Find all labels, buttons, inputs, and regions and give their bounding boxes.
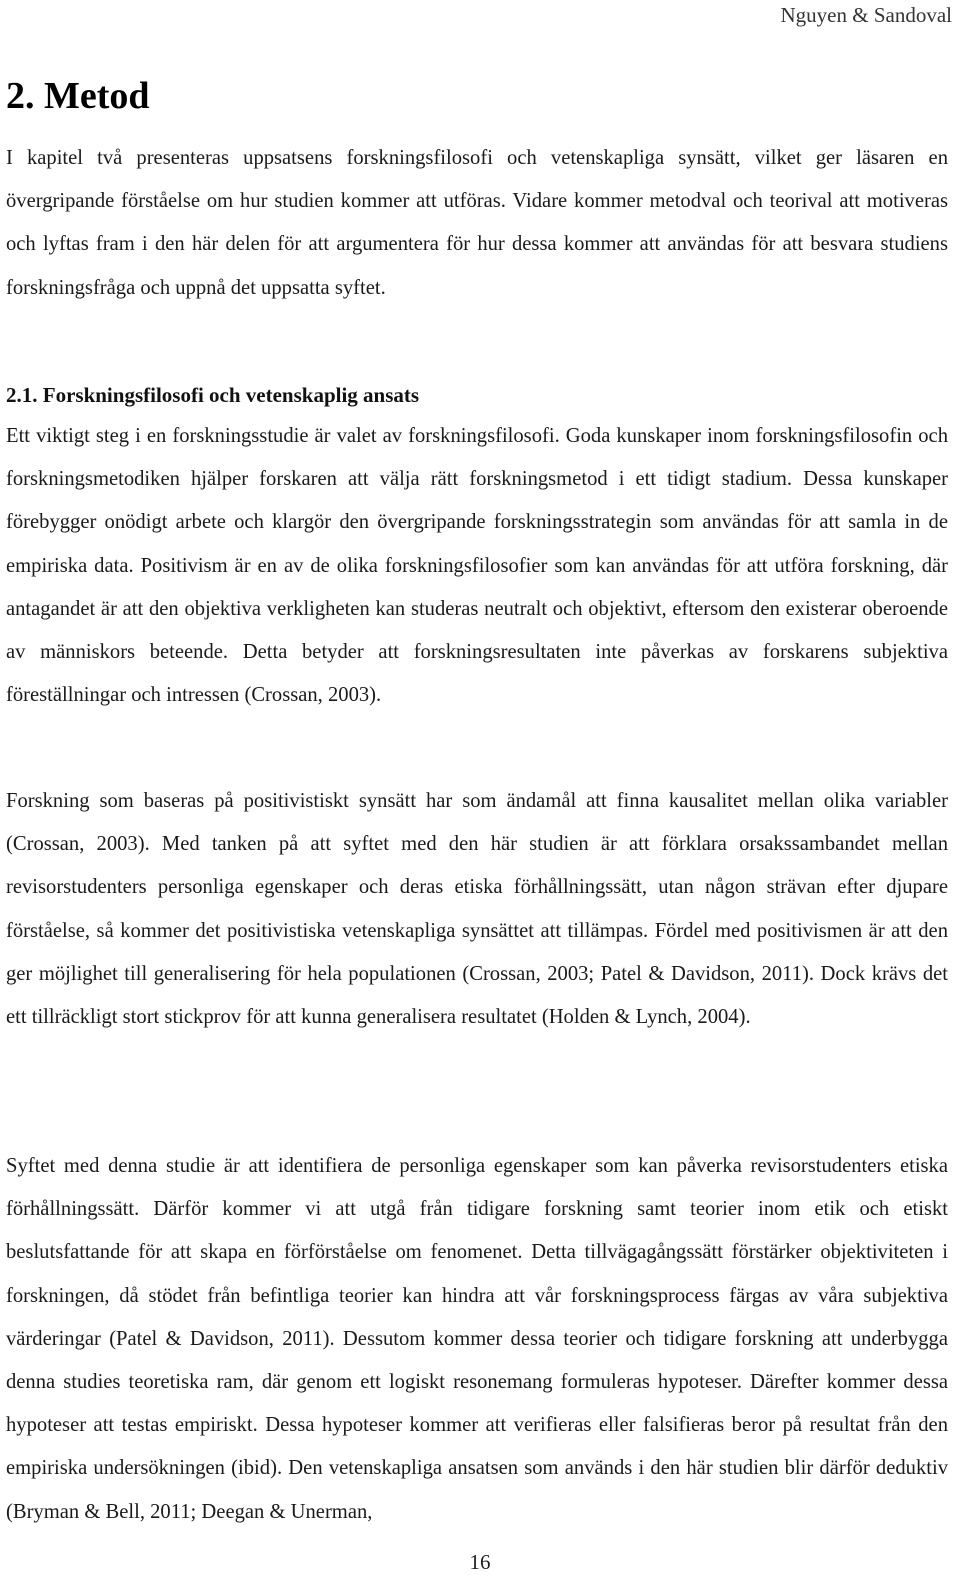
body-paragraph: Syftet med denna studie är att identifiera de personliga egenskaper som kan påverka revisorstudenters etiska förhållningssätt. Därför kommer vi att utgå från tidigare forskning samt teorier inom etik och etiskt beslutsfattande för att skapa en förförståelse om fenomenet. Detta tillvägagångssätt förstärker objektiviteten i forskningen, då stödet från befintliga teorier kan hindra att vår forskningsprocess färgas av våra subjektiva värderingar (Patel & Davidson, 2011). Dessutom kommer dessa teorier och tidigare forskning att underbygga denna studies teoretiska ram, där genom ett logiskt resonemang formuleras hypoteser. Därefter kommer dessa hypoteser att testas empiriskt. Dessa hypoteser kommer att verifieras eller falsifieras beror på resultat från den empiriska undersökningen (ibid). Den vetenskapliga ansatsen som används i den här studien blir därför deduktiv (Bryman & Bell, 2011; Deegan & Unerman, [6, 1155, 948, 1523]
chapter-intro-paragraph: I kapitel två presenteras uppsatsens forskningsfilosofi och vetenskapliga synsätt, vilket ger läsaren en övergripande förståelse om hur studien kommer att utföras. Vidare kommer metodval och teorival att motiveras och lyftas fram i den här delen för att argumentera för hur dessa kommer att användas för att besvara studiens forskningsfråga och uppnå det uppsatta syftet. [6, 147, 948, 299]
chapter-title: 2. Metod [6, 75, 150, 117]
page-number: 16 [469, 1550, 491, 1574]
running-header-authors: Nguyen & Sandoval [780, 3, 952, 27]
section-title: 2.1. Forskningsfilosofi och vetenskaplig ansats [6, 383, 420, 407]
body-paragraph: Ett viktigt steg i en forskningsstudie är valet av forskningsfilosofi. Goda kunskaper inom forskningsfilosofin och forskningsmetodiken hjälper forskaren att välja rätt forskningsmetod i ett tidigt stadium. Dessa kunskaper förebygger onödigt arbete och klargör den övergripande forskningsstrategin som användas för att samla in de empiriska data. Positivism är en av de olika forskningsfilosofier som kan användas för att utföra forskning, där antagandet är att den objektiva verkligheten kan studeras neutralt och objektivt, eftersom den existerar oberoende av människors beteende. Detta betyder att forskningsresultaten inte påverkas av forskarens subjektiva föreställningar och intressen (Crossan, 2003). [6, 425, 948, 707]
body-paragraph: Forskning som baseras på positivistiskt synsätt har som ändamål att finna kausalitet mellan olika variabler (Crossan, 2003). Med tanken på att syftet med den här studien är att förklara orsakssambandet mellan revisorstudenters personliga egenskaper och deras etiska förhållningssätt, utan någon strävan efter djupare förståelse, så kommer det positivistiska vetenskapliga synsättet att tillämpas. Fördel med positivismen är att den ger möjlighet till generalisering för hela populationen (Crossan, 2003; Patel & Davidson, 2011). Dock krävs det ett tillräckligt stort stickprov för att kunna generalisera resultatet (Holden & Lynch, 2004). [6, 790, 948, 1029]
